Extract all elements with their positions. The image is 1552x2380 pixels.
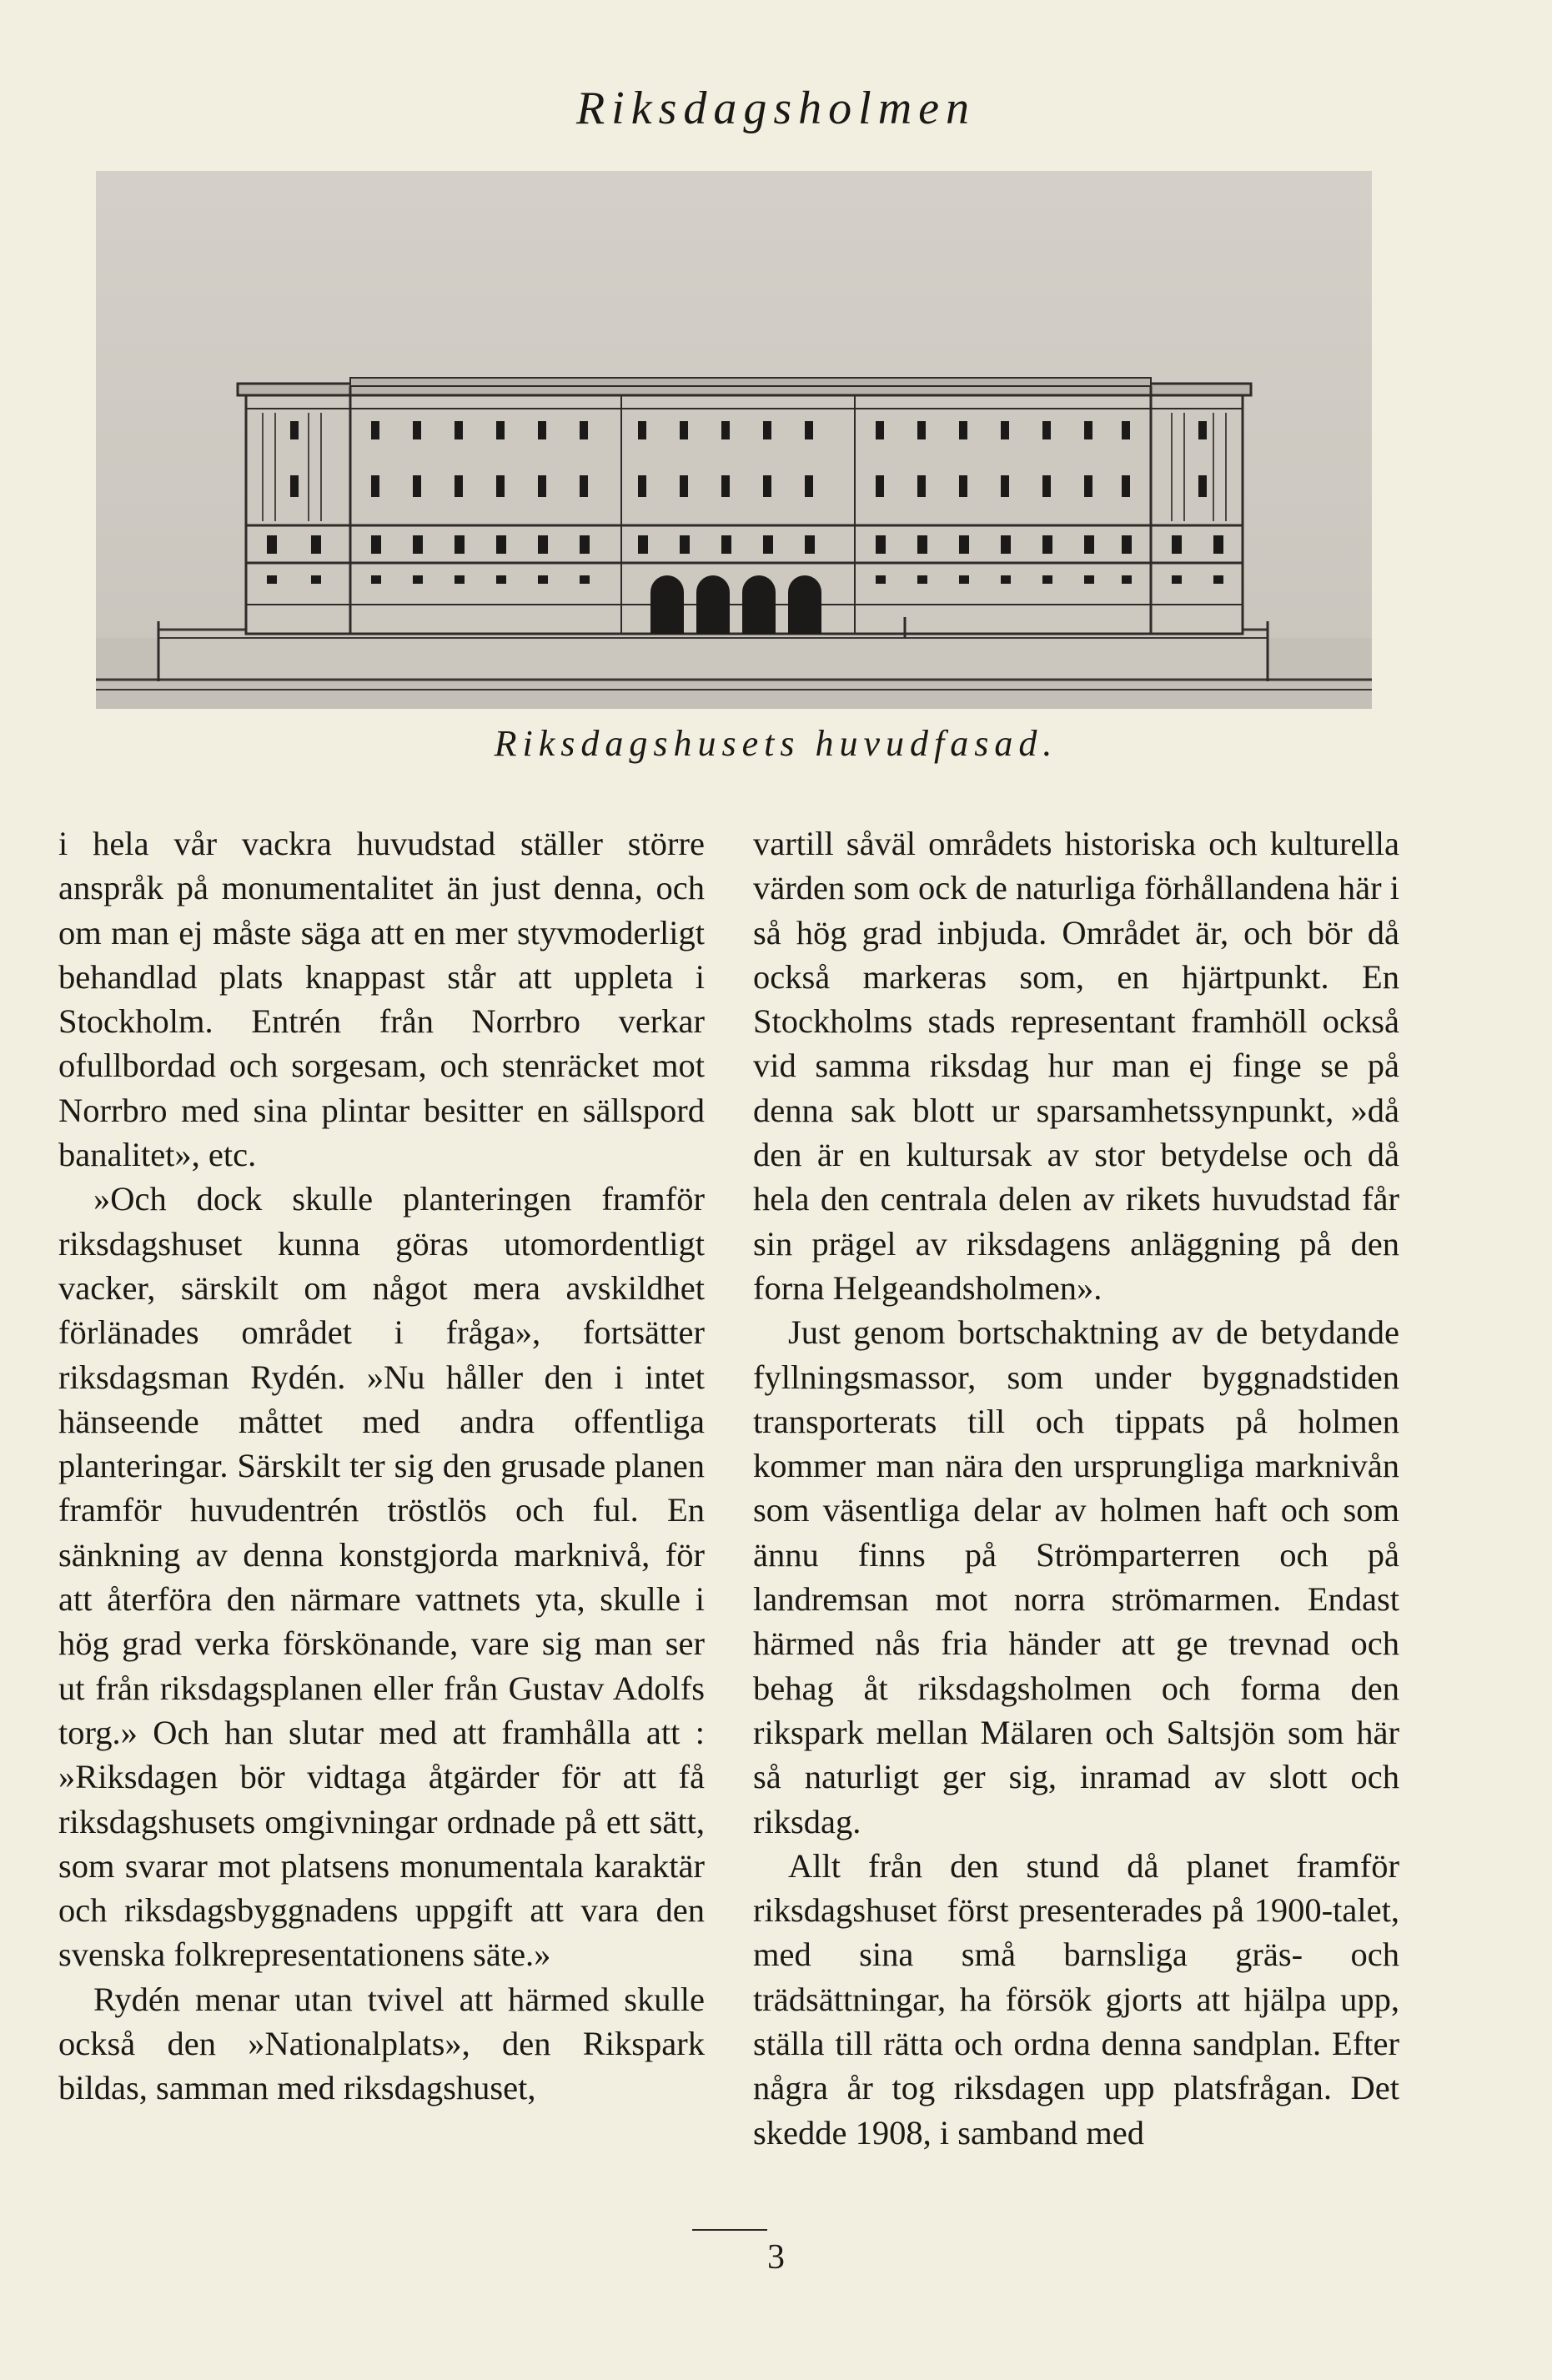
paragraph: vartill såväl områdets historiska och kulturella värden som ock de naturliga förhållandena här i så hög grad inbjuda. Området är, och bör då också markeras som, en hjärtpunkt. En Stockholms stads representant framhöll också vid samma riksdag hur man ej finge se på denna sak blott ur sparsamhetssynpunkt, »då den är en kultursak av stor betydelse och då hela den centrala delen av rikets huvudstad får sin prägel av riksdagens anläggning på den forna Helgeandsholmen».	[753, 825, 1399, 1307]
text-column-right	[753, 821, 1399, 2214]
text-column-left	[58, 821, 705, 2214]
paragraph: Rydén menar utan tvivel att härmed skulle också den »Nationalplats», den Rikspark bildas, samman med riksdagshuset,	[58, 1980, 705, 2107]
building-facade-illustration	[96, 171, 1372, 709]
paragraph: »Och dock skulle planteringen framför riksdagshuset kunna göras utomordentligt vacker, särskilt om något mera avskildhet förlänades området i fråga», fortsätter riksdagsman Rydén. »Nu håller den i intet hänseende måttet med andra offentliga planteringar. Särskilt ter sig den grusade planen framför huvudentrén tröstlös och ful. En sänkning av denna konstgjorda marknivå, för att återföra den närmare vattnets yta, skulle i hög grad verka förskönande, vare sig man ser ut från riksdagsplanen eller från Gustav Adolfs torg.» Och han slutar med att framhålla att : »Riksdagen bör vidtaga åtgärder för att få riksdagshusets omgivningar ordnade på ett sätt, som svarar mot platsens monumentala karaktär och riksdagsbyggnadens uppgift att vara den svenska folkrepresentationens säte.»	[58, 1180, 705, 1974]
paragraph: Just genom bortschaktning av de betydande fyllningsmassor, som under byggnadstiden transporterats till och tippats på holmen kommer man nära den ursprungliga marknivån som väsentliga delar av holmen haft och som ännu finns på Strömparterren och på landremsan mot norra strömarmen. Endast härmed nås fria händer att ge trevnad och behag åt riksdagsholmen och forma den rikspark mellan Mälaren och Saltsjön som här så naturligt ger sig, inramad av slott och riksdag.	[753, 1313, 1399, 1840]
figure-caption: Riksdagshusets huvudfasad.	[494, 723, 1058, 764]
facade-figure	[96, 171, 1372, 709]
folio-rule	[692, 2229, 767, 2231]
running-head: Riksdagsholmen	[575, 83, 977, 134]
page-number: 3	[767, 2238, 785, 2277]
paragraph: i hela vår vackra huvudstad ställer större anspråk på monumentalitet än just denna, och om man ej måste säga att en mer styvmoderligt behandlad plats knappast står att uppleta i Stockholm. Entrén från Norrbro verkar ofullbordad och sorgesam, och stenräcket mot Norrbro med sina plintar besitter en sällspord banalitet», etc.	[58, 825, 705, 1174]
paragraph: Allt från den stund då planet framför riksdagshuset först presenterades på 1900-talet, med sina små barnsliga gräs- och trädsättningar, ha försök gjorts att hjälpa upp, ställa till rätta och ordna denna sandplan. Efter några år tog riksdagen upp platsfrågan. Det skedde 1908, i samband med	[753, 1846, 1399, 2152]
